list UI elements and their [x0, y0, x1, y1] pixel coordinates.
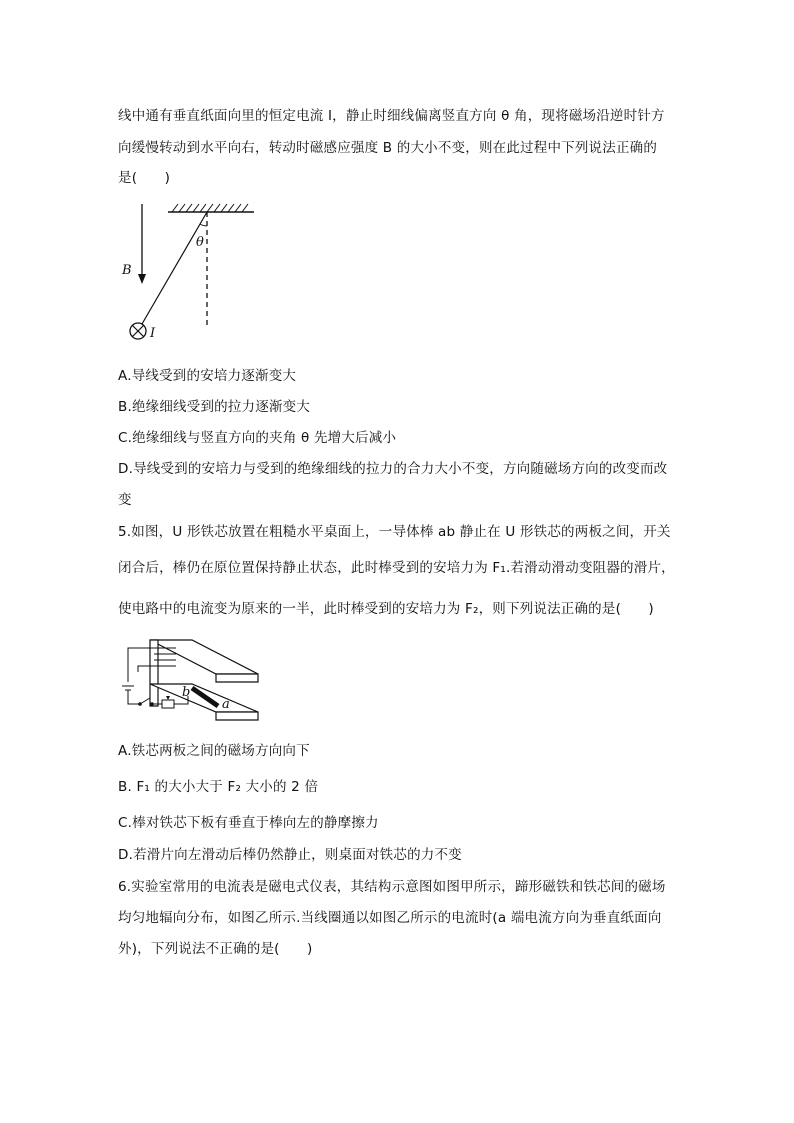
q5-stem-line-2: 闭合后，棒仍在原位置保持静止状态，此时棒受到的安培力为 F₁.若滑动滑动变阻器的滑片，	[118, 560, 675, 576]
thread-line	[142, 212, 207, 324]
q5-figure	[118, 632, 268, 724]
switch-contact-icon	[150, 702, 154, 706]
u-core-back	[150, 640, 158, 706]
q5-option-b: B. F₁ 的大小大于 F₂ 大小的 2 倍	[118, 779, 319, 795]
q5-stem-line-3: 使电路中的电流变为原来的一半，此时棒受到的安培力为 F₂，则下列说法正确的是( )	[118, 601, 654, 617]
q4-option-a: A.导线受到的安培力逐渐变大	[118, 368, 297, 384]
q4-stem-line-2: 向缓慢转动到水平向右，转动时磁感应强度 B 的大小不变，则在此过程中下列说法正确的	[118, 140, 658, 156]
angle-arc	[200, 224, 207, 226]
q5-stem-line-1: 5.如图，U 形铁芯放置在粗糙水平桌面上，一导体棒 ab 静止在 U 形铁芯的两板之间，开关	[118, 524, 671, 540]
q4-stem-line-1: 线中通有垂直纸面向里的恒定电流 I，静止时细线偏离竖直方向 θ 角，现将磁场沿逆时针方	[118, 108, 665, 124]
ceiling-hatching	[172, 204, 248, 212]
q4-stem-line-3: 是( )	[118, 170, 171, 186]
q4-option-c: C.绝缘细线与竖直方向的夹角 θ 先增大后减小	[118, 430, 397, 446]
q6-stem-line-2: 均匀地辐向分布，如图乙所示.当线圈通以如图乙所示的电流时(a 端电流方向为垂直纸面向	[118, 910, 662, 926]
q4-option-d-cont: 变	[118, 492, 132, 508]
current-label: I	[150, 326, 156, 341]
q6-stem-line-3: 外)，下列说法不正确的是( )	[118, 941, 313, 957]
q4-option-d: D.导线受到的安培力与受到的绝缘细线的拉力的合力大小不变，方向随磁场方向的改变而改	[118, 461, 668, 477]
rheostat-slider-icon	[166, 696, 170, 700]
q4-figure	[116, 198, 266, 348]
switch-pivot-icon	[138, 702, 142, 706]
q5-option-a: A.铁芯两板之间的磁场方向向下	[118, 743, 310, 759]
angle-label: θ	[196, 235, 204, 250]
q4-option-b: B.绝缘细线受到的拉力逐渐变大	[118, 399, 311, 415]
field-arrow-head-icon	[138, 274, 146, 284]
q5-option-c: C.棒对铁芯下板有垂直于棒向左的静摩擦力	[118, 815, 379, 831]
upper-plate	[150, 640, 258, 674]
rod-end-b-label: b	[182, 685, 191, 700]
q6-stem-line-1: 6.实验室常用的电流表是磁电式仪表，其结构示意图如图甲所示，蹄形磁铁和铁芯间的磁场	[118, 879, 666, 895]
q5-option-d: D.若滑片向左滑动后棒仍然静止，则桌面对铁芯的力不变	[118, 847, 462, 863]
rod-end-a-label: a	[222, 697, 230, 712]
field-label: B	[122, 263, 132, 278]
